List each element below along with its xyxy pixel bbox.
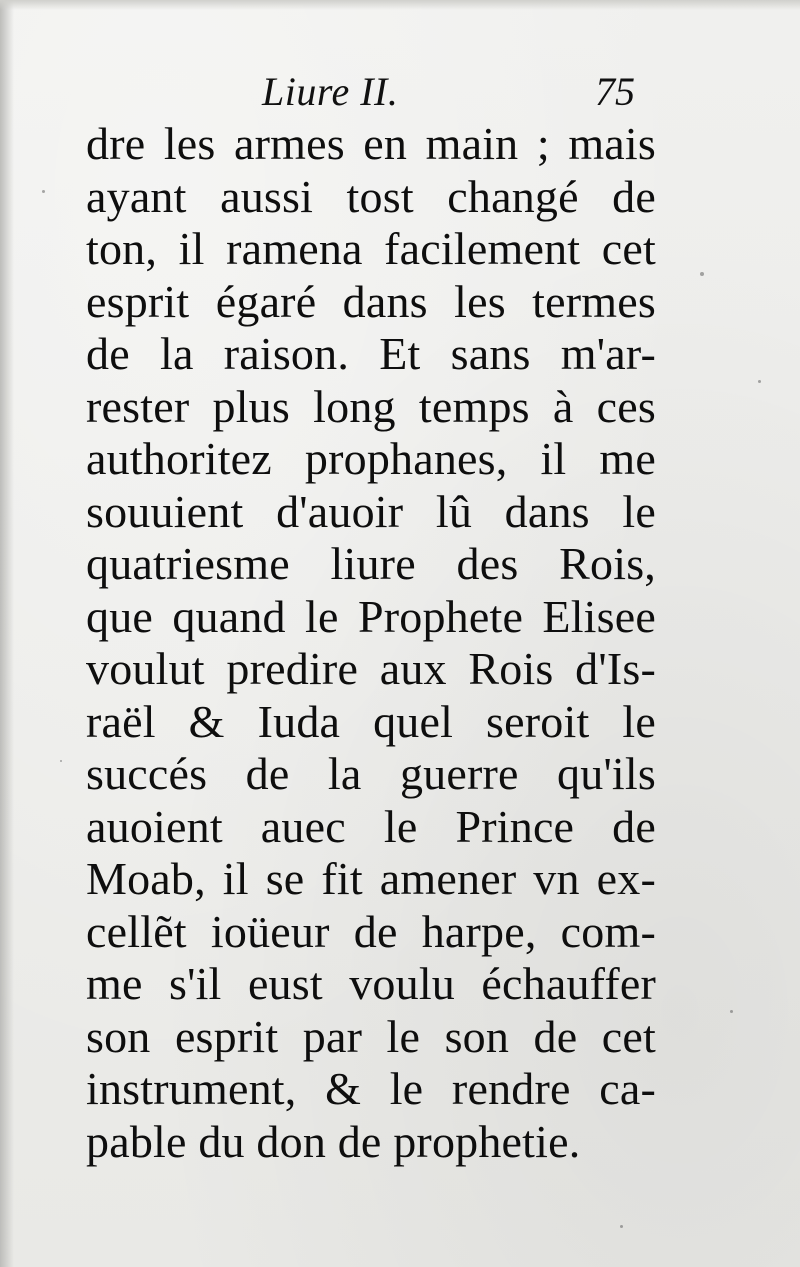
text-line: voulut predire aux Rois d'Is- <box>86 643 656 694</box>
running-head: Liure II. <box>262 69 399 114</box>
paper-speck <box>700 272 704 276</box>
body-text <box>86 118 656 1168</box>
text-line: Moab, il se fit amener vn ex- <box>86 853 656 904</box>
page-top-shadow <box>0 0 800 10</box>
paper-speck <box>60 760 62 762</box>
page-header <box>0 62 800 122</box>
text-line: instrument, & le rendre ca- <box>86 1063 656 1114</box>
text-line: que quand le Prophete Elisee <box>86 590 656 642</box>
text-line: ayant aussi tost changé de <box>86 170 656 222</box>
paper-speck <box>620 1225 623 1228</box>
text-line: auoient auec le Prince de <box>86 800 656 852</box>
text-line: me s'il eust voulu échauffer <box>86 958 656 1009</box>
text-line: de la raison. Et sans m'ar- <box>86 328 656 379</box>
text-line-last: pable du don de prophetie. <box>86 1115 581 1167</box>
text-line: succés de la guerre qu'ils <box>86 748 656 799</box>
text-line: dre les armes en main ; mais <box>86 118 656 169</box>
text-line: authoritez prophanes, il me <box>86 433 656 484</box>
text-line: esprit égaré dans les termes <box>86 275 656 327</box>
paper-speck <box>42 190 45 193</box>
text-line: rester plus long temps à ces <box>86 380 656 432</box>
paper-speck <box>758 380 761 383</box>
text-line: son esprit par le son de cet <box>86 1010 656 1062</box>
text-line: raël & Iuda quel seroit le <box>86 695 656 747</box>
text-line: cellẽt ioüeur de harpe, com- <box>86 905 656 957</box>
page-edge-shadow <box>0 0 14 1267</box>
page-number: 75 <box>595 69 635 114</box>
paper-speck <box>730 1010 733 1013</box>
text-line: quatriesme liure des Rois, <box>86 538 656 589</box>
text-line: souuient d'auoir lû dans le <box>86 485 656 537</box>
text-line: ton, il ramena facilement cet <box>86 223 656 274</box>
